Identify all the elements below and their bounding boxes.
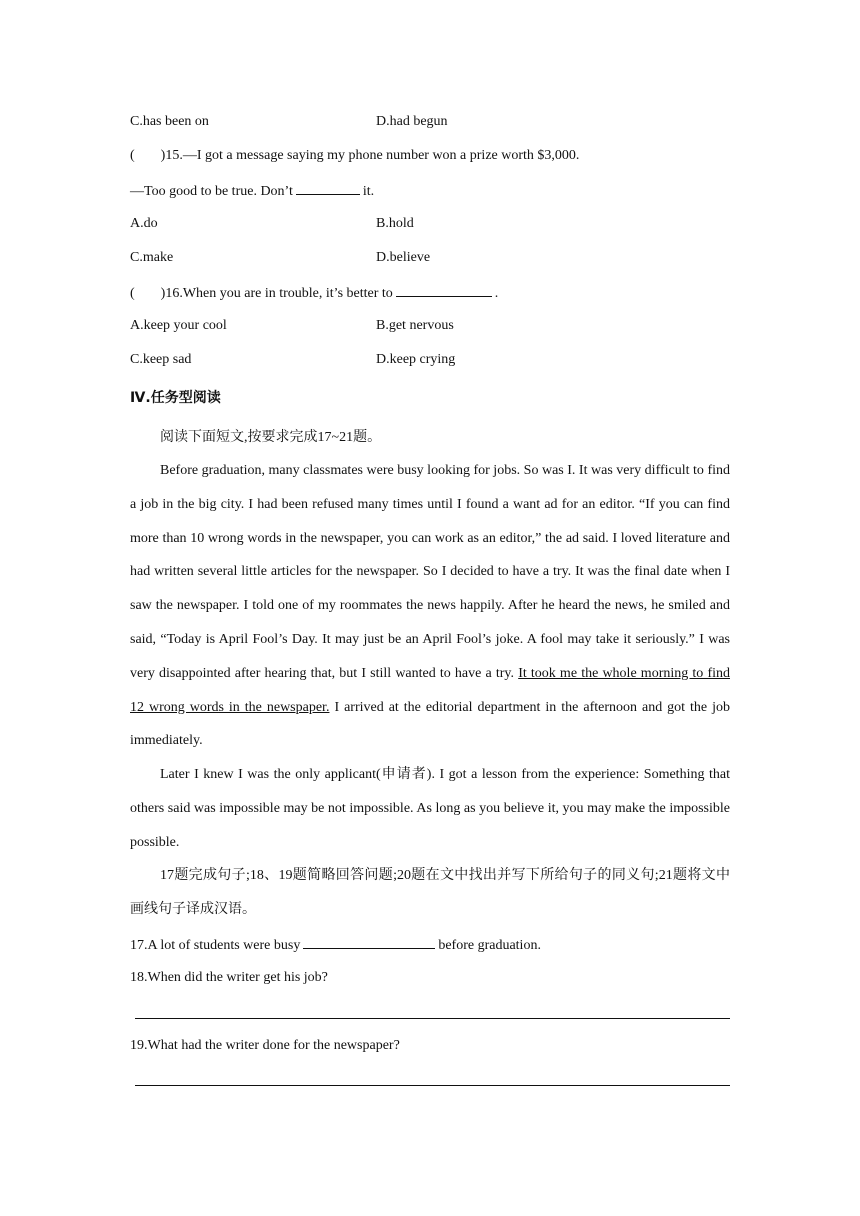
q19-answer-line[interactable] [135,1085,730,1086]
section-instruction: 阅读下面短文,按要求完成17~21题。 [160,430,382,445]
q15-option-b: B.hold [376,216,414,231]
answer-paren-open: ( [130,148,135,163]
q14-option-d: D.had begun [376,114,448,129]
q15-option-c: C.make [130,250,174,265]
section-title: Ⅳ.任务型阅读 [130,390,221,406]
q15-reply-before: —Too good to be true. Don’t [130,184,293,199]
q18-question: 18.When did the writer get his job? [130,970,328,985]
q15-stem: )15.—I got a message saying my phone number won a prize worth $3,000. [160,148,580,163]
q16-blank[interactable] [396,282,492,297]
passage-paragraph-2: Later I knew I was the only applicant(申请者). I got a lesson from the experience: Something that others said was impossible may be not impossible. As long as you believe it, you may make the impossible possible. [130,767,730,850]
q15-reply-after: it. [362,184,375,199]
q17-blank[interactable] [303,934,435,949]
q16-option-a: A.keep your cool [130,318,227,333]
q19-question: 19.What had the writer done for the newspaper? [130,1038,400,1053]
q15-stem-line [130,146,579,166]
passage-p1-text-end: I arrived at the editorial department in the afternoon and got the job immediately. [130,699,730,749]
q16-end: . [494,286,499,301]
q17-after: before graduation. [438,938,541,953]
task-instruction: 17题完成句子;18、19题简略回答问题;20题在文中找出并写下所给句子的同义句;21题将文中画线句子译成汉语。 [130,868,730,917]
q14-option-c: C.has been on [130,114,209,129]
q17-line [130,934,541,956]
q16-stem: )16.When you are in trouble, it’s better to [160,286,393,301]
passage-p1-text: Before graduation, many classmates were busy looking for jobs. So was I. It was very difficult to find a job in the big city. I had been refused many times until I found a want ad for an editor. “If you can find more than 10 wrong words in the newspaper, you can work as an editor,” the ad said. I loved literature and had written several little articles for the newspaper. So I decided to have a try. It was the final date when I saw the newspaper. I told one of my roommates the news happily. After he heard the news, he smiled and said, “Today is April Fool’s Day. It may just be an April Fool’s joke. A fool may take it seriously.” I was very disappointed after hearing that, but I still wanted to have a try. [130,463,730,681]
q15-option-d: D.believe [376,250,431,265]
q16-stem-line [130,282,498,304]
q18-answer-line[interactable] [135,1018,730,1019]
q16-option-c: C.keep sad [130,352,192,367]
q15-reply-line [130,180,374,202]
q16-option-d: D.keep crying [376,352,456,367]
answer-paren-open: ( [130,286,135,301]
underlined-sentence: It took me the whole morning to find 12 wrong words in the newspaper. [130,665,730,715]
q16-option-b: B.get nervous [376,318,454,333]
passage-paragraph-1 [130,454,730,758]
q17-before: 17.A lot of students were busy [130,938,301,953]
q15-blank[interactable] [296,180,360,195]
q15-option-a: A.do [130,216,158,231]
